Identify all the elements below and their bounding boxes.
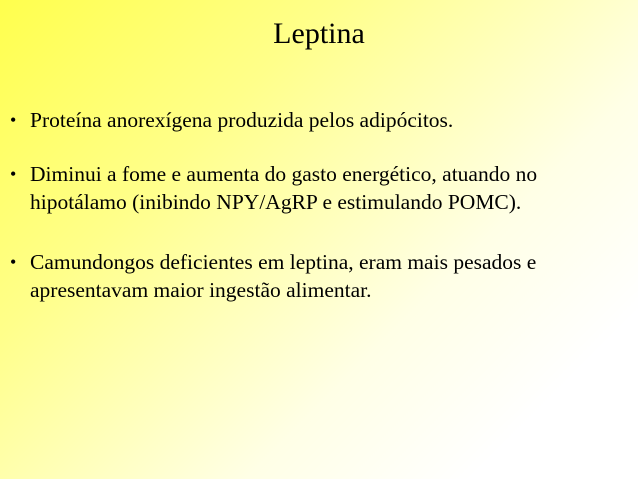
- bullet-item-3: [10, 248, 625, 304]
- bullet-text: Diminui a fome e aumenta do gasto energético, atuando no hipotálamo (inibindo NPY/AgRP e estimulando POMC).: [30, 162, 538, 214]
- bullet-icon: •: [10, 110, 17, 130]
- bullet-item-2: [10, 160, 625, 216]
- bullet-icon: •: [10, 164, 17, 184]
- bullet-icon: •: [10, 252, 17, 272]
- bullet-list: [10, 106, 625, 330]
- slide-title: Leptina: [273, 17, 365, 50]
- bullet-text: Camundongos deficientes em leptina, eram mais pesados e apresentavam maior ingestão alimentar.: [30, 250, 537, 302]
- bullet-text: Proteína anorexígena produzida pelos adipócitos.: [30, 108, 454, 132]
- bullet-item-1: [10, 106, 625, 134]
